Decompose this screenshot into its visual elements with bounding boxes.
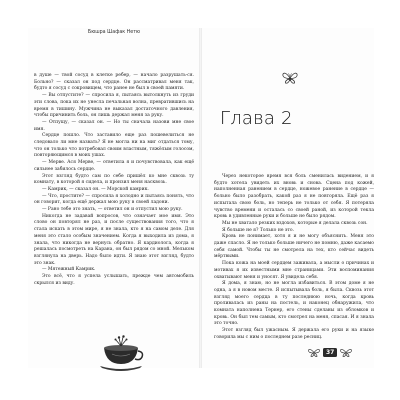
paragraph: — Что, простите? — спросила я холодно и пытаясь понять, что он говорит, когда ещё держал мою руку в своей ладони.: [34, 193, 194, 206]
paragraph: Это всё, что я успела услышать, прежде чем автомобиль скрылся из виду.: [34, 274, 194, 286]
chapter-title: Глава 2: [220, 108, 293, 129]
paragraph: — Мятежный Камрик.: [42, 267, 96, 273]
paragraph: — Отпущу, — сказал он. — Но ты сначала назови мне свое имя.: [34, 119, 194, 132]
left-page-body: [34, 73, 194, 288]
paragraph: — Рано тебе это знать, — ответил он и отпустил мою руку.: [42, 207, 183, 213]
butterfly-icon: [282, 71, 298, 85]
paragraph: Пока кожа на моей сердцем заживала, а мысли о причинах и мотивах я их известными мне страницами. Эти воспоминания охватывают меня и уносят. Я увидела себя.: [214, 261, 374, 280]
paragraph: Этот взгляд будто сам по себе пришёл ко мне сквозь ту комнату, в которой я сидела, и пронзил меня насквозь.: [34, 173, 194, 186]
paragraph: — Мерве. Ася Мерве, — ответила я и почувствовала, как ещё сильнее забилось сердце.: [34, 160, 194, 172]
running-head: Бюшра Шафак Нетю: [87, 30, 141, 35]
paragraph: Никогда не задавай вопросов, что означает мое имя. Это слово он повторял не раз, и после существования того, что я стала искать в этом мире, я не знала, кто я на самом деле. Для меня это стало особым значением. Когда я выходила из дома, я знала, что никогда не вернусь обратно. Я кардиолога, когда я решалась посмотреть на Карана, он был рядом со мной. Мельком взглянула на дверь. Надо было идти. Я знаю этот взгляд, будто это знак.: [34, 213, 194, 266]
paragraph: — Вы отпустите? — спросила я, пытаясь вытолкнуть из груди эти слова, пока их не унесла печальная волна, превратившись на время в тишину. Мужчина не выказал достаточного давления, чтобы причинить боль, он лишь держал меня за руку.: [34, 93, 194, 119]
left-page: [28, 28, 200, 368]
butterfly-ornament-icon: [308, 348, 320, 357]
right-page: [202, 28, 374, 368]
paragraph: Кровь не понимает, хотя я и не могу объяснить. Меня это даже спасло. Я не только больше ничего не помню, даже касаемо себя самой. Чтобы ты не смотрела на тех, кто сейчас видеть мёртвыми.: [214, 234, 374, 260]
paragraph: Мы не хватало резких вздохов, которые я делала сквозь сон.: [222, 220, 368, 226]
paragraph: Я больше не я? Только не это.: [222, 227, 295, 233]
page-folio: [308, 348, 352, 357]
butterfly-ornament-icon: [340, 348, 352, 357]
right-page-body: [214, 174, 374, 342]
paragraph: Этот взгляд был ужасным. Я держала его руки и на языке говорила мы с ним о последнем разе ресниц.: [214, 328, 374, 340]
paragraph: Через некоторое время вся боль сменилась видением, и я будто хотела увидеть их вновь и снова. Сцена под кожей, наполненная ранением в сердце, ножевое ранение в сердце — больно было разобрать, какой раз я не повторяла. Ещё раз я испытала свою боль, но теперь не только от себя. Я потеряла чувство времени и осталась со своей раной, из которой текла кровь в удивленные руки и больше не было рядом.: [214, 174, 374, 220]
paragraph: Я дома, я знаю, но не могла избавиться. В этом доме я не одна, а я в новом месте. Я испытывала боль, я была. Сквозь этот взгляд моего сердца в ту последнюю ночь, когда кровь проливалась из раны на постель, и наконец обнаружила, что комната наполнена Тернер, его стены сделаны из обломков и кровь. Он был тем самым, кто смотрел на меня, спасая. И я знала это точно.: [214, 281, 374, 327]
page-number: 37: [323, 348, 337, 357]
paragraph: — Камрик, — сказал он. — Морской камрик.: [42, 186, 149, 192]
paragraph: Сердце пошло. Что заставило еще раз пошевелиться не следовало ли мне назвать? Я не могла ни на миг отдаться тому, что он только что потребовал своим властным, тяжёлым голосом, повторяющимся в моих ушах.: [34, 133, 194, 159]
teacup-illustration: [98, 334, 144, 372]
paragraph: в душе — твой сосуд в клетке ребер, — начало разрушать-ся. Больно? — сказал он под сердце. Он рассматривал меня так, будто я сосуд с сокровищем, что ранее не был в своей памяти.: [34, 73, 194, 92]
